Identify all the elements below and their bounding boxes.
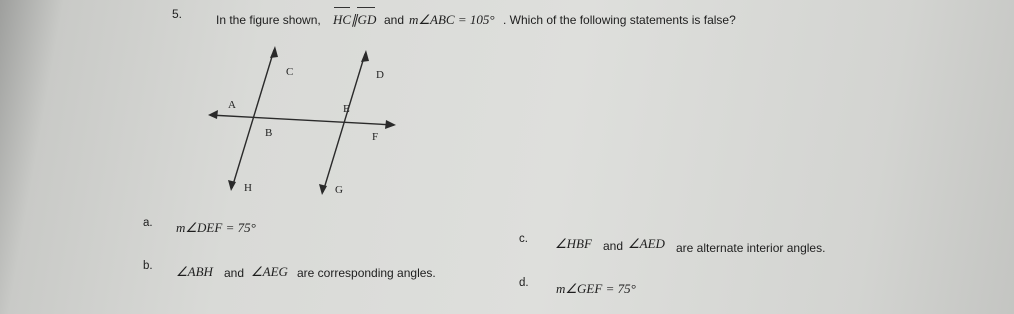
choice-b-angle2: ∠AEG (251, 264, 288, 279)
arrowhead-d (361, 50, 369, 62)
choice-b-letter: b. (143, 260, 153, 272)
choice-c-angle1: ∠HBF (555, 236, 592, 251)
arrowhead-h (228, 180, 236, 191)
arrowhead-f (385, 120, 396, 129)
label-f: F (372, 131, 379, 143)
choice-a-math: m∠DEF = 75° (176, 220, 256, 235)
label-d: D (376, 69, 384, 81)
label-a: A (228, 99, 236, 111)
choice-b-text: are corresponding angles. (297, 266, 436, 280)
arrowhead-g (319, 184, 327, 195)
label-h: H (244, 182, 252, 194)
parallel-statement: HC∥GD (333, 12, 377, 27)
choice-a-letter: a. (143, 217, 153, 229)
label-g: G (335, 184, 343, 196)
choice-d-letter: d. (519, 277, 529, 289)
choice-b-and: and (224, 266, 245, 280)
question-intro: In the figure shown, (216, 13, 321, 27)
line-hc (232, 50, 274, 188)
label-c: C (286, 66, 294, 78)
label-b: B (265, 127, 273, 139)
choice-c-text: are alternate interior angles. (676, 241, 826, 255)
choice-c-angle2: ∠AED (628, 236, 665, 251)
question-number: 5. (172, 7, 183, 21)
line-af (210, 115, 394, 125)
arrowhead-c (270, 46, 278, 58)
choice-c-letter: c. (519, 233, 528, 245)
choice-d-math: m∠GEF = 75° (556, 281, 636, 296)
and-text: and (384, 13, 405, 27)
arrowhead-a (208, 110, 218, 119)
question-text: . Which of the following statements is false? (503, 13, 736, 27)
label-e: E (343, 103, 350, 115)
choice-c-and: and (603, 239, 624, 253)
given-angle: m∠ABC = 105° (409, 12, 495, 27)
choice-b-angle1: ∠ABH (176, 264, 213, 279)
